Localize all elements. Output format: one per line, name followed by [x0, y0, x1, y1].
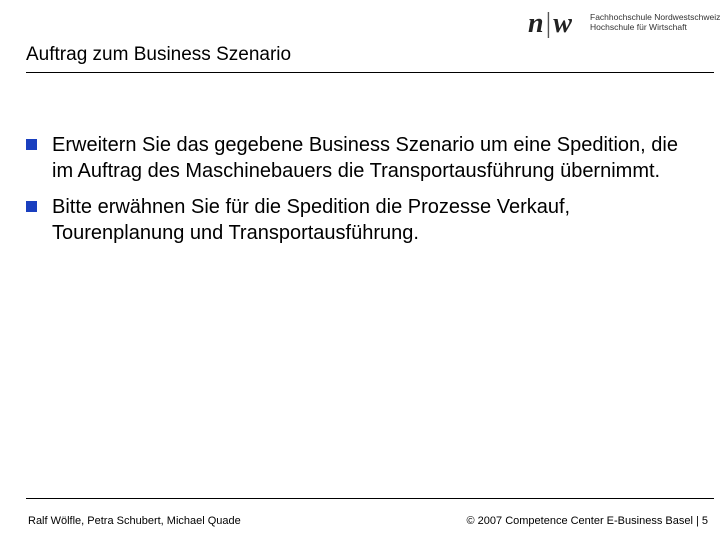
logo-line-school: Fachhochschule Nordwestschweiz [590, 12, 720, 22]
page-number: 5 [701, 515, 708, 527]
slide-title: Auftrag zum Business Szenario [26, 44, 292, 65]
logo-mark-w: w [553, 8, 573, 39]
title-divider [26, 72, 714, 73]
logo-text [590, 12, 720, 32]
bullet-list [22, 132, 702, 256]
square-bullet-icon [26, 201, 37, 212]
bullet-item [22, 194, 702, 246]
logo-mark [528, 8, 573, 40]
bullet-item [22, 132, 702, 184]
footer-copyright: © 2007 Competence Center E-Business Basel | [466, 515, 699, 527]
logo-line-faculty: Hochschule für Wirtschaft [590, 22, 687, 32]
square-bullet-icon [26, 139, 37, 150]
fhnw-logo [528, 8, 720, 40]
logo-separator: | [545, 8, 553, 39]
footer-authors: Ralf Wölfle, Petra Schubert, Michael Quade [28, 515, 241, 527]
footer-right [467, 515, 709, 527]
bullet-text: Bitte erwähnen Sie für die Spedition die Prozesse Verkauf, Tourenplanung und Transportausführung. [52, 196, 571, 244]
bullet-text: Erweitern Sie das gegebene Business Szenario um eine Spedition, die im Auftrag des Maschinebauers die Transportausführung übernimmt. [52, 134, 678, 182]
logo-mark-n: n [528, 8, 545, 39]
footer-divider [26, 498, 714, 499]
